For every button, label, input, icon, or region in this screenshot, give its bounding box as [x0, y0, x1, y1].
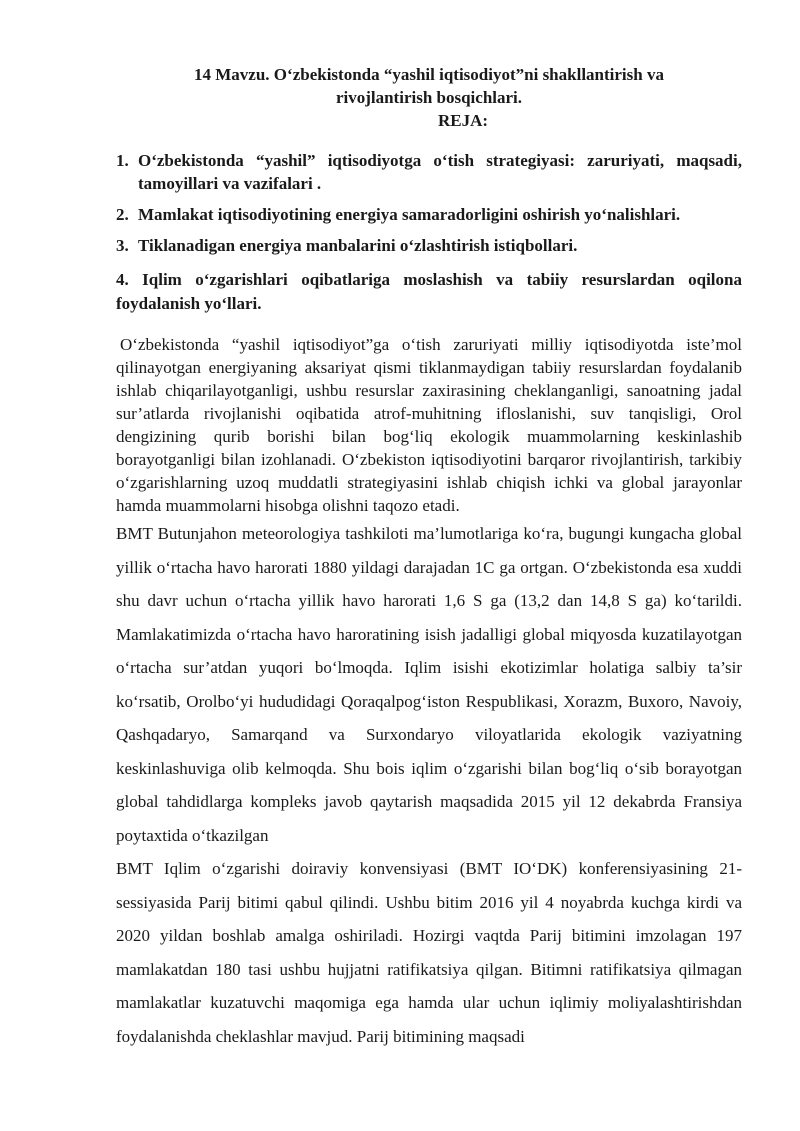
- plan-list: [116, 149, 742, 257]
- title-line-2: rivojlantirish bosqichlari.: [335, 88, 523, 107]
- plan-item-2: [116, 203, 742, 226]
- plan-item-3: [116, 234, 742, 257]
- title-line-1: 14 Mavzu. O‘zbekistonda “yashil iqtisodiyot”ni shakllantirish va: [194, 65, 664, 84]
- plan-item-number: 1.: [116, 151, 129, 170]
- body-paragraph-2: BMT Butunjahon meteorologiya tashkiloti ma’lumotlariga ko‘ra, bugungi kungacha global yillik o‘rtacha havo harorati 1880 yildagi darajadan 1C ga ortgan. O‘zbekistonda esa xuddi shu davr uchun o‘rtacha yillik havo harorati 1,6 S ga (13,2 dan 14,8 S ga) ko‘tarildi. Mamlakatimizda o‘rtacha havo haroratining isish jadalligi global miqyosda kuzatilayotgan o‘rtacha sur’atdan yuqori bo‘lmoqda. Iqlim isishi ekotizimlar holatiga salbiy ta’sir ko‘rsatib, Orolbo‘yi hududidagi Qoraqalpog‘iston Respublikasi, Xorazm, Buxoro, Navoiy, Qashqadaryo, Samarqand va Surxondaryo viloyatlarida ekologik vaziyatning keskinlashuviga olib kelmoqda. Shu bois iqlim o‘zgarishi bilan bog‘liq o‘sib borayotgan global tahdidlarga kompleks javob qaytarish maqsadida 2015 yil 12 dekabrda Fransiya poytaxtida o‘tkazilgan: [116, 524, 742, 845]
- document-title: [116, 0, 742, 109]
- body-paragraph-3: BMT Iqlim o‘zgarishi doiraviy konvensiyasi (BMT IO‘DK) konferensiyasining 21-sessiyasida Parij bitimi qabul qilindi. Ushbu bitim 2016 yil 4 noyabrda kuchga kirdi va 2020 yildan boshlab amalga oshiriladi. Hozirgi vaqtda Parij bitimini imzolagan 197 mamlakatdan 180 tasi ushbu hujjatni ratifikatsiya qilgan. Bitimni ratifikatsiya qilmagan mamlakatlar kuzatuvchi maqomiga ega hamda ular uchun iqlimiy moliyalashtirishdan foydalanishda cheklashlar mavjud. Parij bitimining maqsadi: [116, 859, 742, 1046]
- plan-item-number: 3.: [116, 236, 129, 255]
- plan-item-number: 2.: [116, 205, 129, 224]
- plan-item-text: Tiklanadigan energiya manbalarini o‘zlashtirish istiqbollari.: [138, 236, 578, 255]
- plan-item-1: [116, 149, 742, 195]
- body-paragraph-1: O‘zbekistonda “yashil iqtisodiyot”ga o‘tish zaruriyati milliy iqtisodiyotda iste’mol qilinayotgan energiyaning aksariyat qismi tiklanmaydigan tabiiy resurslardan foydalanib ishlab chiqarilayotganligi, ushbu resurslar zaxirasining cheklanganligi, sanoatning jadal sur’atlarda rivojlanishi oqibatida atrof-muhitning ifloslanishi, suv tanqisligi, Orol dengizining qurib borishi bilan bog‘liq ekologik muammolarning keskinlashib borayotganligi bilan izohlanadi. O‘zbekiston iqtisodiyotini barqaror rivojlantirish, tarkibiy o‘zgarishlarning uzoq muddatli strategiyasini ishlab chiqish ichki va global jarayonlar hamda muammolarni hisobga olishni taqozo etadi.: [116, 335, 742, 515]
- plan-item-4: 4. Iqlim o‘zgarishlari oqibatlariga moslashish va tabiiy resurslardan oqilona foydalanish yo‘llari.: [116, 270, 742, 313]
- plan-item-text: Mamlakat iqtisodiyotining energiya samaradorligini oshirish yo‘nalishlari.: [138, 205, 681, 224]
- plan-heading: REJA:: [437, 111, 489, 130]
- plan-item-text: O‘zbekistonda “yashil” iqtisodiyotga o‘tish strategiyasi: zaruriyati, maqsadi, tamoyillari va vazifalari .: [138, 151, 742, 193]
